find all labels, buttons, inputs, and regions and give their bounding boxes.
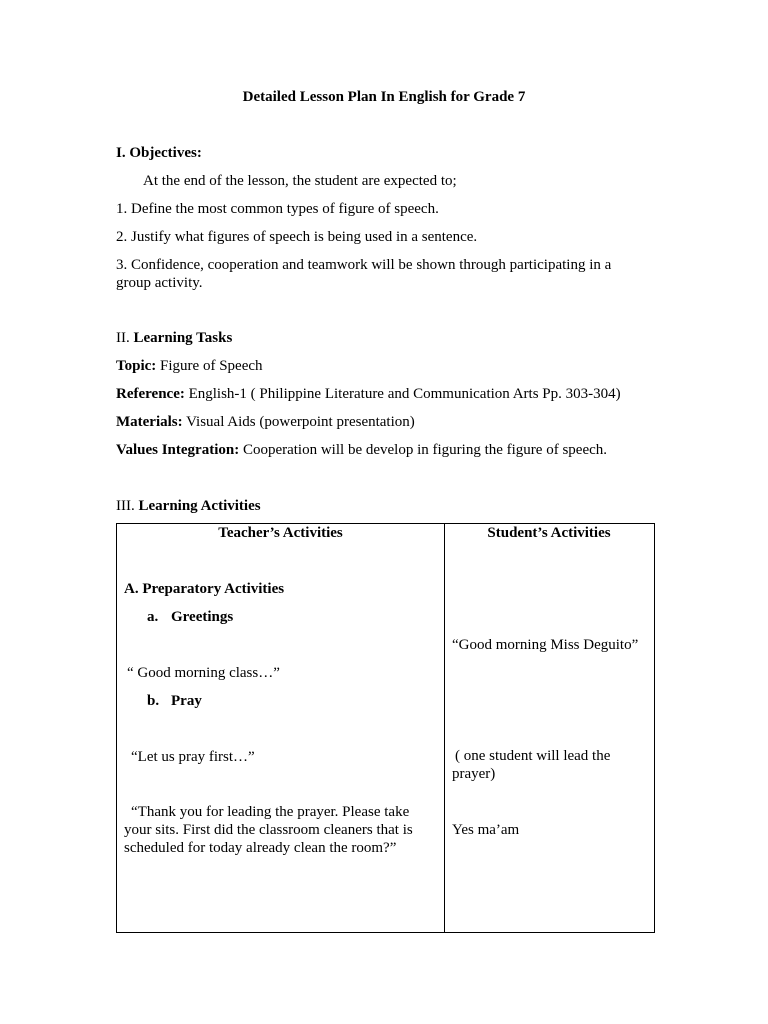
pray-subheading: Pray — [171, 693, 202, 709]
reference-line — [116, 385, 621, 403]
table-row — [117, 524, 655, 933]
teacher-greeting: “ Good morning class…” — [127, 665, 280, 681]
greetings-subheading: Greetings — [171, 609, 234, 625]
learning-tasks-title: Learning Tasks — [133, 330, 233, 346]
values-integration-line — [116, 441, 607, 459]
materials-value: Visual Aids (powerpoint presentation) — [182, 414, 415, 430]
teacher-activities-cell — [117, 524, 445, 933]
teacher-thanks-line: your sits. First did the classroom cleaners that is — [124, 822, 413, 838]
teacher-activities-header: Teacher’s Activities — [218, 525, 343, 541]
preparatory-activities-heading: A. Preparatory Activities — [124, 581, 285, 597]
sub-item-marker: a. — [147, 609, 159, 625]
reference-value: English-1 ( Philippine Literature and Communication Arts Pp. 303-304) — [184, 386, 621, 402]
materials-line — [116, 413, 415, 431]
topic-value: Figure of Speech — [156, 358, 263, 374]
teacher-thanks-line: scheduled for today already clean the room?” — [124, 840, 397, 856]
learning-activities-table — [116, 523, 655, 933]
values-integration-label: Values Integration: — [116, 442, 240, 458]
objectives-intro: At the end of the lesson, the student are expected to; — [143, 173, 457, 189]
student-yes-reply: Yes ma’am — [452, 822, 520, 838]
values-integration-value: Cooperation will be develop in figuring the figure of speech. — [239, 442, 608, 458]
topic-label: Topic: — [116, 358, 157, 374]
teacher-thanks-line: “Thank you for leading the prayer. Please take — [131, 804, 410, 820]
learning-activities-number: III. — [116, 498, 139, 514]
learning-tasks-number: II. — [116, 330, 134, 346]
materials-label: Materials: — [116, 414, 183, 430]
learning-tasks-heading — [116, 329, 232, 347]
student-activities-cell — [445, 524, 655, 933]
teacher-pray-line: “Let us pray first…” — [131, 749, 255, 765]
sub-item-marker: b. — [147, 693, 160, 709]
objectives-heading: I. Objectives: — [116, 145, 202, 161]
student-greeting: “Good morning Miss Deguito” — [452, 637, 639, 653]
student-activities-header: Student’s Activities — [487, 525, 611, 541]
reference-label: Reference: — [116, 386, 185, 402]
student-prayer-line: ( one student will lead the — [455, 748, 611, 764]
objective-item-continued: group activity. — [116, 275, 203, 291]
learning-activities-title: Learning Activities — [138, 498, 261, 514]
student-prayer-line: prayer) — [452, 766, 496, 782]
topic-line — [116, 357, 263, 375]
page-title: Detailed Lesson Plan In English for Grade 7 — [242, 89, 526, 105]
objective-item: 2. Justify what figures of speech is being used in a sentence. — [116, 229, 478, 245]
learning-activities-heading — [116, 497, 261, 515]
objective-item: 1. Define the most common types of figure of speech. — [116, 201, 439, 217]
objective-item: 3. Confidence, cooperation and teamwork will be shown through participating in a — [116, 257, 612, 273]
